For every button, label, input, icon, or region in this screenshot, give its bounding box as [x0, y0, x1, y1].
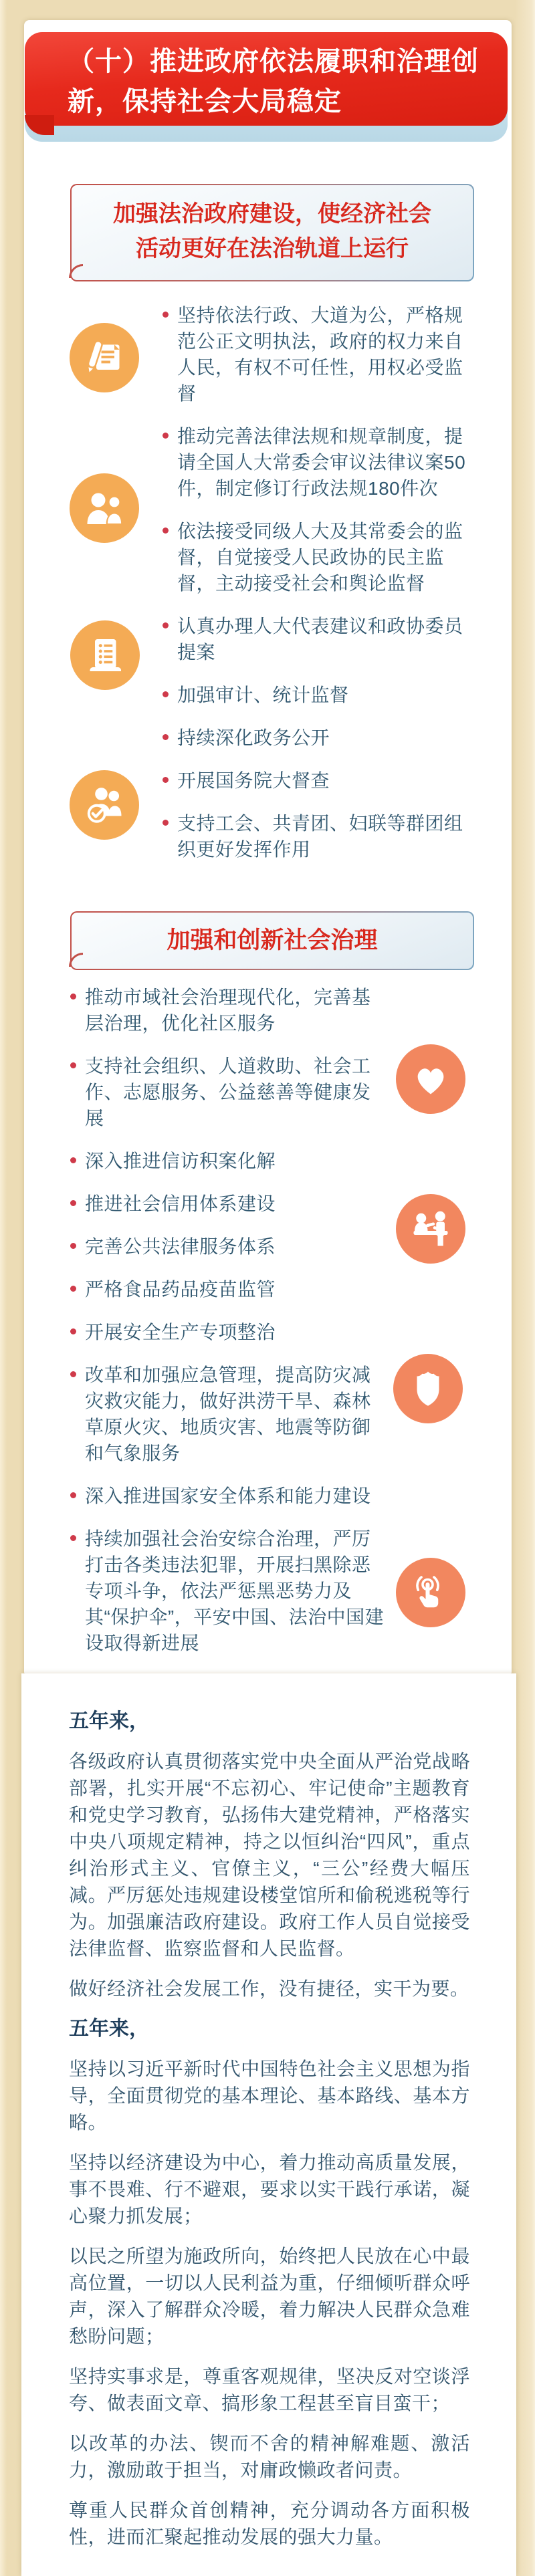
list-item: 支持社会组织、人道救助、社会工作、志愿服务、公益慈善等健康发展	[85, 1053, 385, 1131]
list-item: 改革和加强应急管理，提高防灾减灾救灾能力，做好洪涝干旱、森林草原火灾、地质灾害、地震等防御和气象服务	[85, 1362, 385, 1466]
list-item: 坚持依法行政、大道为公，严格规范公正文明执法，政府的权力来自人民，有权不可任性，用权必受监督	[177, 302, 473, 406]
list-item: 推进社会信用体系建设	[85, 1191, 385, 1217]
list-item: 持续加强社会治安综合治理，严厉打击各类违法犯罪，开展扫黑除恶专项斗争，依法严惩黑恶势力及其“保护伞”，平安中国、法治中国建设取得新进展	[85, 1526, 385, 1656]
service-counter-icon	[396, 1194, 465, 1264]
lead-heading: 五年来，	[69, 2018, 149, 2040]
list-item: 持续深化政务公开	[177, 725, 473, 751]
touch-click-icon	[396, 1558, 465, 1627]
subsection-heading-line1: 加强法治政府建设，使经济社会	[113, 201, 431, 227]
paragraph: 以民之所望为施政所向，始终把人民放在心中最高位置，一切以人民利益为重，仔细倾听群众呼声，深入了解群众冷暖，着力解决人民群众急难愁盼问题；	[69, 2246, 470, 2347]
list-item: 支持工会、共青团、妇联等群团组织更好发挥作用	[177, 810, 473, 862]
people-group-icon	[70, 473, 139, 543]
heart-icon	[396, 1044, 465, 1114]
banner-title-line1: （十）推进政府依法履职和治理创	[68, 47, 479, 76]
list-item: 推动完善法律法规和规章制度，提请全国人大常委会审议法律议案50件，制定修订行政法规180件次	[177, 423, 473, 501]
summary-text-block	[69, 1708, 470, 2564]
subsection-heading-line2: 活动更好在法治轨道上运行	[136, 236, 409, 261]
people-check-icon	[70, 770, 139, 840]
list-item: 开展安全生产专项整治	[85, 1319, 385, 1345]
lead-heading: 五年来，	[69, 1710, 149, 1732]
subsection-heading: 加强和创新社会治理	[167, 927, 378, 953]
social-governance-list	[85, 984, 385, 1673]
paragraph: 做好经济社会发展工作，没有捷径，实干为要。	[69, 1978, 469, 1999]
paragraph: 各级政府认真贯彻落实党中央全面从严治党战略部署，扎实开展“不忘初心、牢记使命”主题教育和党史学习教育，弘扬伟大建党精神，严格落实中央八项规定精神，持之以恒纠治“四风”，重点纠治形式主义、官僚主义，“三公”经费大幅压减。严厉惩处违规建设楼堂馆所和偷税逃税等行为。加强廉洁政府建设。政府工作人员自觉接受法律监督、监察监督和人民监督。	[69, 1751, 470, 1959]
subsection-heading-box-rule-of-law	[70, 184, 474, 281]
paragraph: 坚持以习近平新时代中国特色社会主义思想为指导，全面贯彻党的基本理论、基本路线、基本方略。	[69, 2059, 470, 2133]
list-item: 依法接受同级人大及其常委会的监督，自觉接受人民政协的民主监督，主动接受社会和舆论监督	[177, 518, 473, 596]
list-item: 加强审计、统计监督	[177, 682, 473, 708]
rule-of-law-list	[177, 302, 473, 879]
paragraph: 坚持实事求是，尊重客观规律，坚决反对空谈浮夸、做表面文章、搞形象工程甚至盲目蛮干；	[69, 2366, 470, 2414]
paragraph: 以改革的办法、锲而不舍的精神解难题、激活力，激励敢于担当，对庸政懒政者问责。	[69, 2433, 470, 2480]
subsection-heading-box-social-governance	[70, 911, 474, 970]
list-item: 严格食品药品疫苗监管	[85, 1276, 385, 1302]
list-item: 认真办理人大代表建议和政协委员提案	[177, 613, 473, 665]
banner-title-line2: 新，保持社会大局稳定	[68, 87, 342, 116]
section-title-banner	[25, 32, 508, 126]
pen-document-icon	[70, 323, 139, 392]
shield-icon	[393, 1354, 463, 1423]
list-item: 推动市域社会治理现代化，完善基层治理，优化社区服务	[85, 984, 385, 1036]
list-item: 开展国务院大督查	[177, 768, 473, 794]
list-item: 深入推进信访积案化解	[85, 1148, 385, 1174]
list-item: 深入推进国家安全体系和能力建设	[85, 1483, 385, 1509]
paragraph: 尊重人民群众首创精神，充分调动各方面积极性，进而汇聚起推动发展的强大力量。	[69, 2500, 470, 2547]
scroll-list-icon	[70, 620, 140, 690]
paragraph: 坚持以经济建设为中心，着力推动高质量发展，事不畏难、行不避艰，要求以实干践行承诺，凝心聚力抓发展；	[69, 2152, 470, 2226]
heading-wrap	[72, 913, 473, 958]
heading-wrap	[72, 185, 473, 266]
list-item: 完善公共法律服务体系	[85, 1234, 385, 1260]
